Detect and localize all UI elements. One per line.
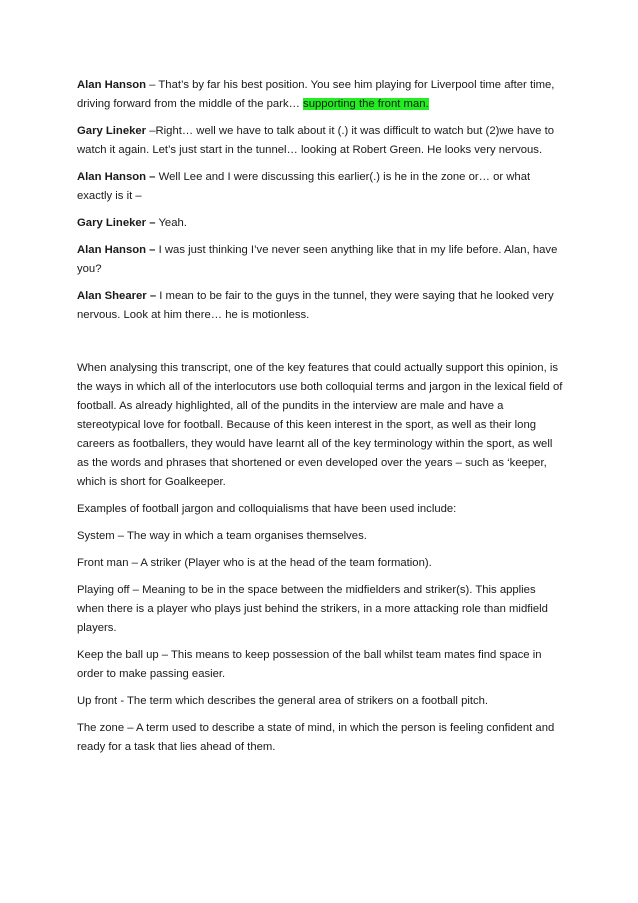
analysis-paragraph: When analysing this transcript, one of the key features that could actually support this opinion, is the ways in which all of the interlocutors use both colloquial terms and jargon in the lexical field of football. As already highlighted, all of the pundits in the interview are male and have a stereotypical love for football. Because of this keen interest in the sport, as well as their long careers as footballers, they would have learnt all of the key terminology within the sport, as well as the words and phrases that shortened or even developed over the years – such as ‘keeper, which is short for Goalkeeper. [77,362,563,488]
transcript-line [77,241,564,279]
transcript-text: I mean to be fair to the guys in the tunnel, they were saying that he looked very nervous. Look at him there… he is motionless. [77,290,554,321]
speaker-separator: – [146,125,156,137]
transcript-line [77,287,564,325]
transcript-text: Well Lee and I were discussing this earlier(.) is he in the zone or… or what exactly is it – [77,171,531,202]
transcript-text: I was just thinking I’ve never seen anything like that in my life before. Alan, have you? [77,244,558,275]
definition-item: Front man – A striker (Player who is at the head of the team formation). [77,557,432,569]
speaker-name: Alan Hanson – [77,171,156,183]
transcript-text: That’s by far his best position. You see him playing for Liverpool time after time, driving forward from the middle of the park… [77,79,555,110]
definition-item: System – The way in which a team organises themselves. [77,530,367,542]
transcript-line [77,168,564,206]
transcript-text: Right… well we have to talk about it (.) it was difficult to watch but (2)we have to watch it again. Let’s just start in the tunnel… looking at Robert Green. He looks very nervous. [77,125,555,156]
highlighted-text: supporting the front man. [303,98,429,110]
speaker-name: Alan Hanson [77,79,147,91]
definition-item: Up front - The term which describes the general area of strikers on a football pitch. [77,695,489,707]
speaker-name: Gary Lineker [77,125,147,137]
speaker-separator: – [146,79,159,91]
examples-intro: Examples of football jargon and colloquialisms that have been used include: [77,503,457,515]
transcript-text: Yeah. [158,217,187,229]
transcript-line [77,76,564,114]
speaker-name: Alan Hanson – [77,244,156,256]
speaker-name: Gary Lineker – [77,217,156,229]
definition-item: Playing off – Meaning to be in the space between the midfielders and striker(s). This applies when there is a player who plays just behind the strikers, in a more attacking role than midfield players. [77,584,548,634]
transcript-line [77,214,564,233]
definition-item: The zone – A term used to describe a state of mind, in which the person is feeling confident and ready for a task that lies ahead of them. [77,722,555,753]
document-page [77,76,564,765]
section-spacer [77,333,564,359]
definition-item: Keep the ball up – This means to keep possession of the ball whilst team mates find space in order to make passing easier. [77,649,542,680]
speaker-name: Alan Shearer – [77,290,157,302]
transcript-line [77,122,564,160]
